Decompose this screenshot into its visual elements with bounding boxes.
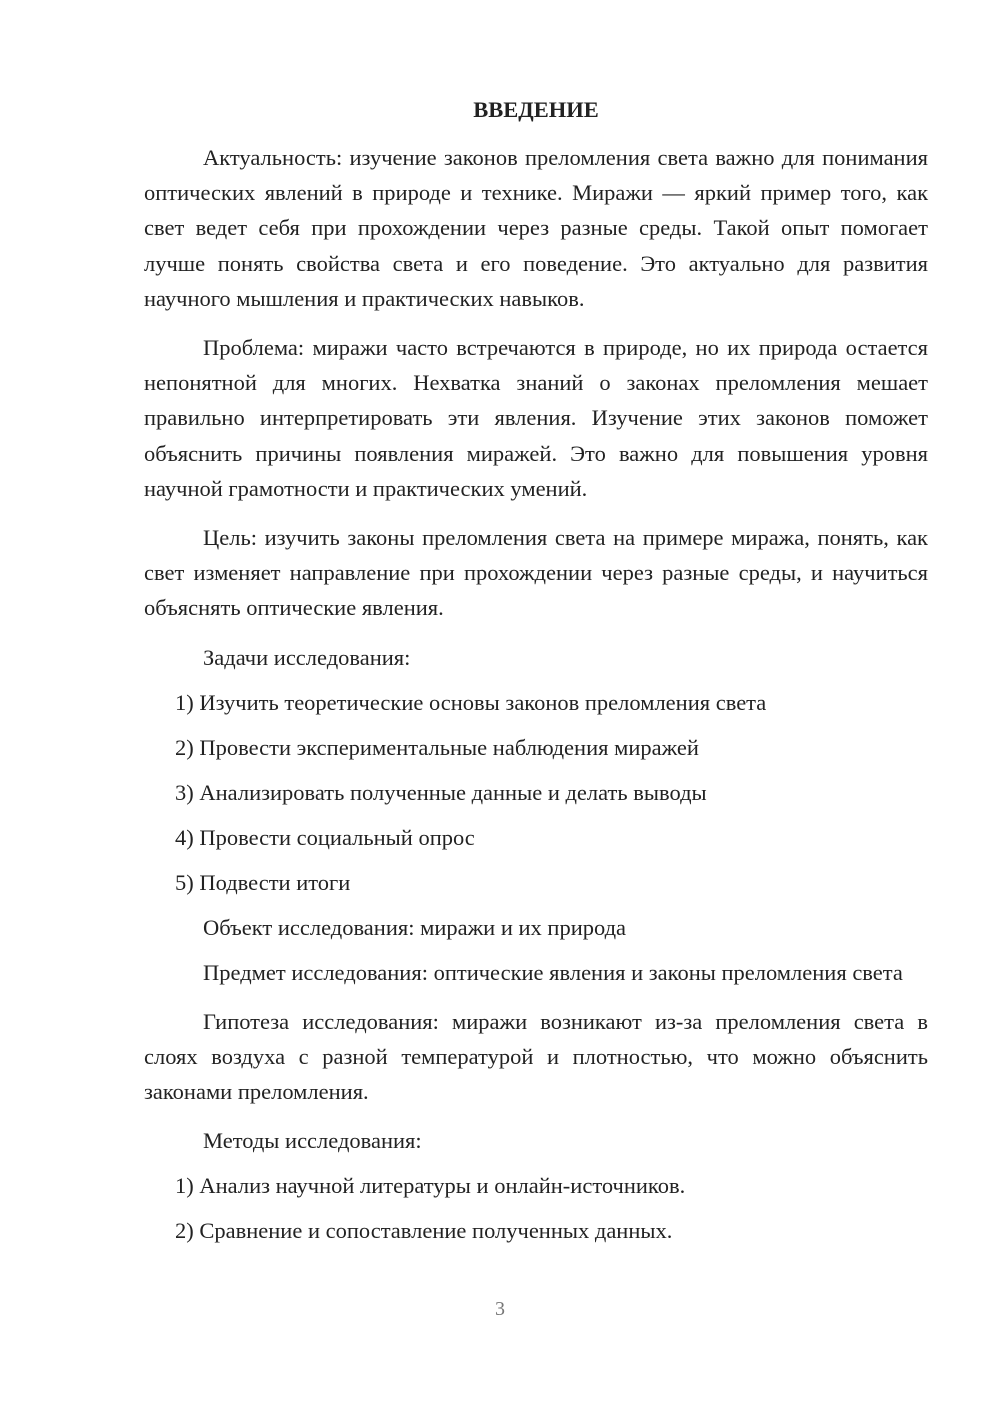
page-content bbox=[144, 92, 928, 1258]
relevance-paragraph: Актуальность: изучение законов преломления света важно для понимания оптических явлений в природе и технике. Миражи — яркий пример того, как свет ведет себя при прохождении через разные среды. Такой опыт помогает лучше понять свойства света и его поведение. Это актуально для развития научного мышления и практических навыков. bbox=[144, 145, 928, 311]
problem-paragraph: Проблема: миражи часто встречаются в природе, но их природа остается непонятной для многих. Нехватка знаний о законах преломления мешает правильно интерпретировать эти явления. Изучение этих законов поможет объяснить причины появления миражей. Это важно для повышения уровня научной грамотности и практических умений. bbox=[144, 335, 928, 501]
research-hypothesis: Гипотеза исследования: миражи возникают из-за преломления света в слоях воздуха с разной температурой и плотностью, что можно объяснить законами преломления. bbox=[144, 1008, 928, 1105]
research-object: Объект исследования: миражи и их природа bbox=[203, 914, 627, 940]
task-item: 3) Анализировать полученные данные и делать выводы bbox=[175, 779, 707, 805]
methods-list bbox=[144, 1168, 928, 1248]
page-number: 3 bbox=[495, 1298, 505, 1320]
method-item: 1) Анализ научной литературы и онлайн-источников. bbox=[175, 1173, 686, 1199]
task-item: 1) Изучить теоретические основы законов преломления света bbox=[175, 689, 767, 715]
methods-heading: Методы исследования: bbox=[203, 1128, 422, 1154]
task-item: 2) Провести экспериментальные наблюдения миражей bbox=[175, 734, 699, 760]
method-item: 2) Сравнение и сопоставление полученных данных. bbox=[175, 1218, 673, 1244]
task-item: 5) Подвести итоги bbox=[175, 869, 351, 895]
tasks-list bbox=[144, 685, 928, 900]
task-item: 4) Провести социальный опрос bbox=[175, 824, 475, 850]
goal-paragraph: Цель: изучить законы преломления света на примере миража, понять, как свет изменяет направление при прохождении через разные среды, и научиться объяснять оптические явления. bbox=[144, 525, 928, 621]
research-subject: Предмет исследования: оптические явления и законы преломления света bbox=[203, 959, 903, 985]
page-title: ВВЕДЕНИЕ bbox=[473, 97, 599, 122]
tasks-heading: Задачи исследования: bbox=[203, 644, 411, 670]
